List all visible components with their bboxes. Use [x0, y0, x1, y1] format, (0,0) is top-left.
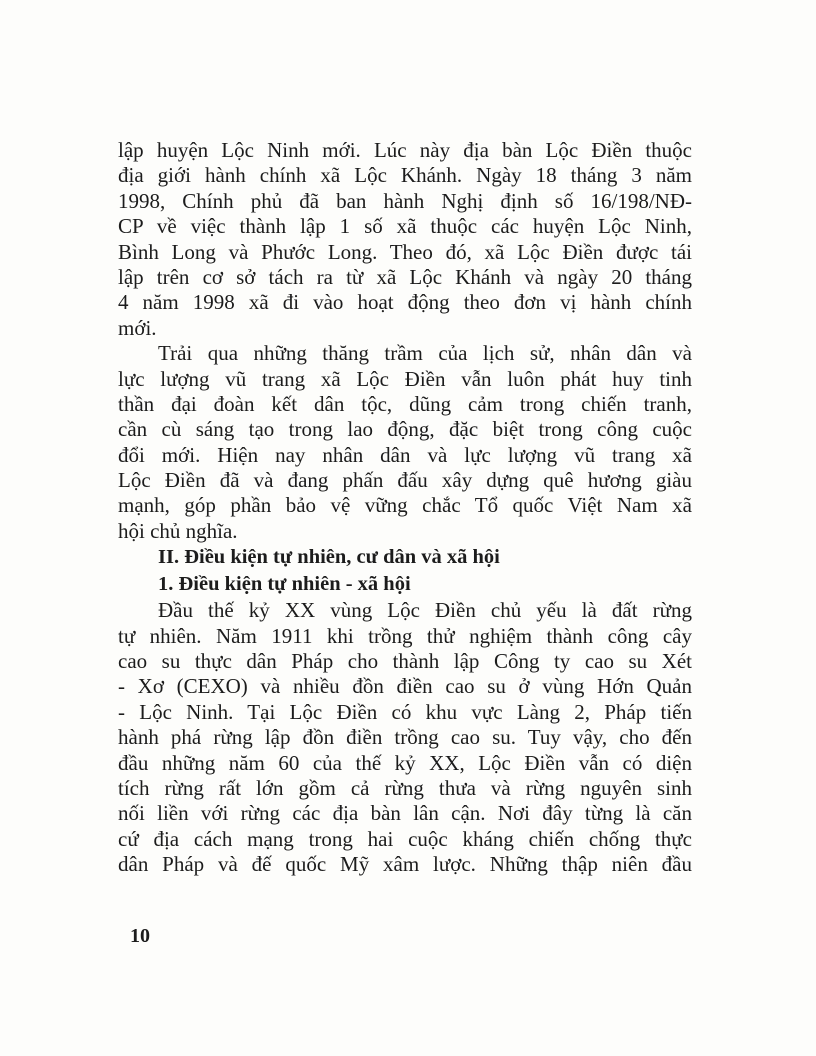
- text-line: Lộc Điền đã và đang phấn đấu xây dựng quê hương giàu: [118, 468, 692, 493]
- text-line: nối liền với rừng các địa bàn lân cận. Nơi đây từng là căn: [118, 801, 692, 826]
- text-line: Trải qua những thăng trầm của lịch sử, nhân dân và: [158, 341, 692, 366]
- text-line: thần đại đoàn kết dân tộc, dũng cảm trong chiến tranh,: [118, 391, 692, 416]
- text-line: 1998, Chính phủ đã ban hành Nghị định số 16/198/NĐ-: [118, 188, 692, 213]
- text-line: cần cù sáng tạo trong lao động, đặc biệt trong công cuộc: [118, 417, 692, 442]
- text-line: lập trên cơ sở tách ra từ xã Lộc Khánh và ngày 20 tháng: [118, 264, 692, 289]
- section-heading: [118, 571, 692, 598]
- heading-text: II. Điều kiện tự nhiên, cư dân và xã hội: [158, 546, 500, 569]
- text-line: tích rừng rất lớn gồm cả rừng thưa và rừng nguyên sinh: [118, 775, 692, 800]
- paragraph: [118, 138, 692, 341]
- text-line: lực lượng vũ trang xã Lộc Điền vẫn luôn phát huy tinh: [118, 366, 692, 391]
- text-line: - Lộc Ninh. Tại Lộc Điền có khu vực Làng 2, Pháp tiến: [118, 699, 692, 724]
- text-line: địa giới hành chính xã Lộc Khánh. Ngày 18 tháng 3 năm: [118, 163, 692, 188]
- text-line: 4 năm 1998 xã đi vào hoạt động theo đơn vị hành chính: [118, 290, 692, 315]
- text-line: cứ địa cách mạng trong hai cuộc kháng chiến chống thực: [118, 826, 692, 851]
- text-line: đổi mới. Hiện nay nhân dân và lực lượng vũ trang xã: [118, 442, 692, 467]
- text-line: hội chủ nghĩa.: [118, 518, 238, 543]
- text-line: - Xơ (CEXO) và nhiều đồn điền cao su ở vùng Hớn Quản: [118, 674, 692, 699]
- page-number: 10: [130, 925, 150, 947]
- paragraph: [118, 341, 692, 544]
- paragraph: [118, 598, 692, 877]
- text-line: dân Pháp và đế quốc Mỹ xâm lược. Những thập niên đầu: [118, 852, 692, 877]
- text-line: mới.: [118, 315, 157, 340]
- heading-text: 1. Điều kiện tự nhiên - xã hội: [158, 573, 411, 596]
- text-line: hành phá rừng lập đồn điền trồng cao su. Tuy vậy, cho đến: [118, 725, 692, 750]
- text-line: cao su thực dân Pháp cho thành lập Công ty cao su Xét: [118, 649, 692, 674]
- text-line: tự nhiên. Năm 1911 khi trồng thử nghiệm thành công cây: [118, 623, 692, 648]
- text-line: lập huyện Lộc Ninh mới. Lúc này địa bàn Lộc Điền thuộc: [118, 138, 692, 162]
- text-line: đầu những năm 60 của thế kỷ XX, Lộc Điền vẫn có diện: [118, 750, 692, 775]
- page-body: [118, 138, 692, 878]
- text-line: Đầu thế kỷ XX vùng Lộc Điền chủ yếu là đất rừng: [158, 598, 692, 623]
- text-line: mạnh, góp phần bảo vệ vững chắc Tổ quốc Việt Nam xã: [118, 493, 692, 518]
- text-line: CP về việc thành lập 1 số xã thuộc các huyện Lộc Ninh,: [118, 214, 692, 239]
- text-line: Bình Long và Phước Long. Theo đó, xã Lộc Điền được tái: [118, 239, 692, 264]
- section-heading: [118, 544, 692, 571]
